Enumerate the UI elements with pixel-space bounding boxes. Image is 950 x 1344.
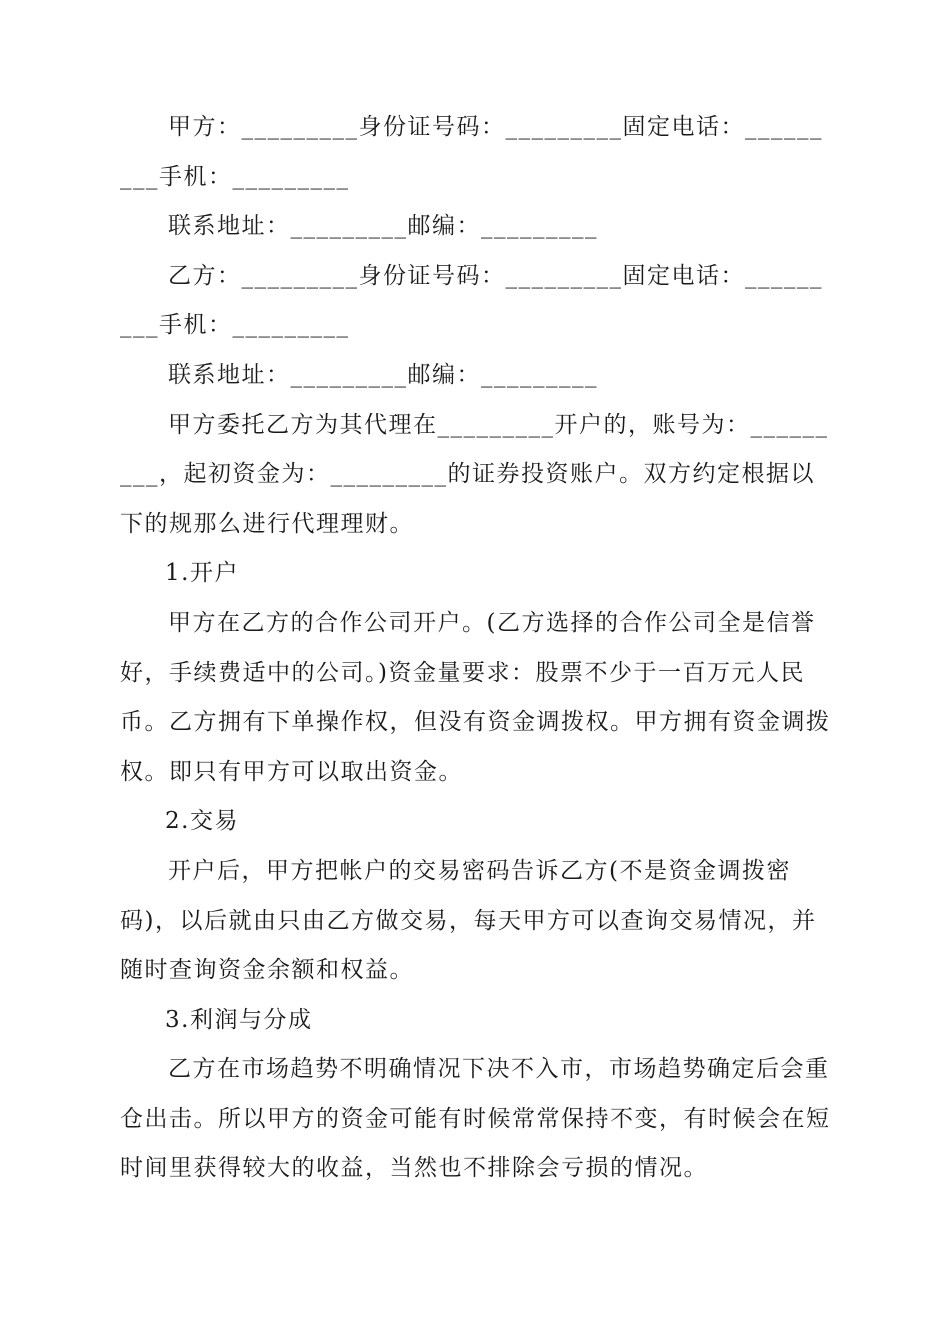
intro-paragraph: 甲方委托乙方为其代理在_________开户的，账号为：_________，起初资金为：_________的证券投资账户。双方约定根据以下的规那么进行代理理财。 bbox=[120, 411, 829, 537]
section-body-profit-sharing: 乙方在市场趋势不明确情况下决不入市，市场趋势确定后会重仓出击。所以甲方的资金可能有时候常常保持不变，有时候会在短时间里获得较大的收益，当然也不排除会亏损的情况。 bbox=[120, 1056, 831, 1182]
party-b-info: 乙方：_________身份证号码：_________固定电话：_________手机：_________ bbox=[120, 262, 823, 339]
section-heading-account-opening: 1.开户 bbox=[165, 560, 239, 587]
section-heading-trading: 2.交易 bbox=[165, 808, 239, 835]
section-body-account-opening: 甲方在乙方的合作公司开户。(乙方选择的合作公司全是信誉好，手续费适中的公司。)资金量要求：股票不少于一百万元人民币。乙方拥有下单操作权，但没有资金调拨权。甲方拥有资金调拨权。即只有甲方可以取出资金。 bbox=[120, 609, 831, 785]
section-body-trading: 开户后，甲方把帐户的交易密码告诉乙方(不是资金调拨密码)，以后就由只由乙方做交易，每天甲方可以查询交易情况，并随时查询资金余额和权益。 bbox=[120, 857, 817, 984]
party-a-address: 联系地址：_________邮编：_________ bbox=[168, 213, 598, 240]
party-b-address: 联系地址：_________邮编：_________ bbox=[168, 361, 598, 388]
party-a-info: 甲方：_________身份证号码：_________固定电话：_________手机：_________ bbox=[120, 114, 823, 190]
contract-page bbox=[120, 103, 832, 1194]
section-heading-profit-sharing: 3.利润与分成 bbox=[165, 1006, 313, 1033]
